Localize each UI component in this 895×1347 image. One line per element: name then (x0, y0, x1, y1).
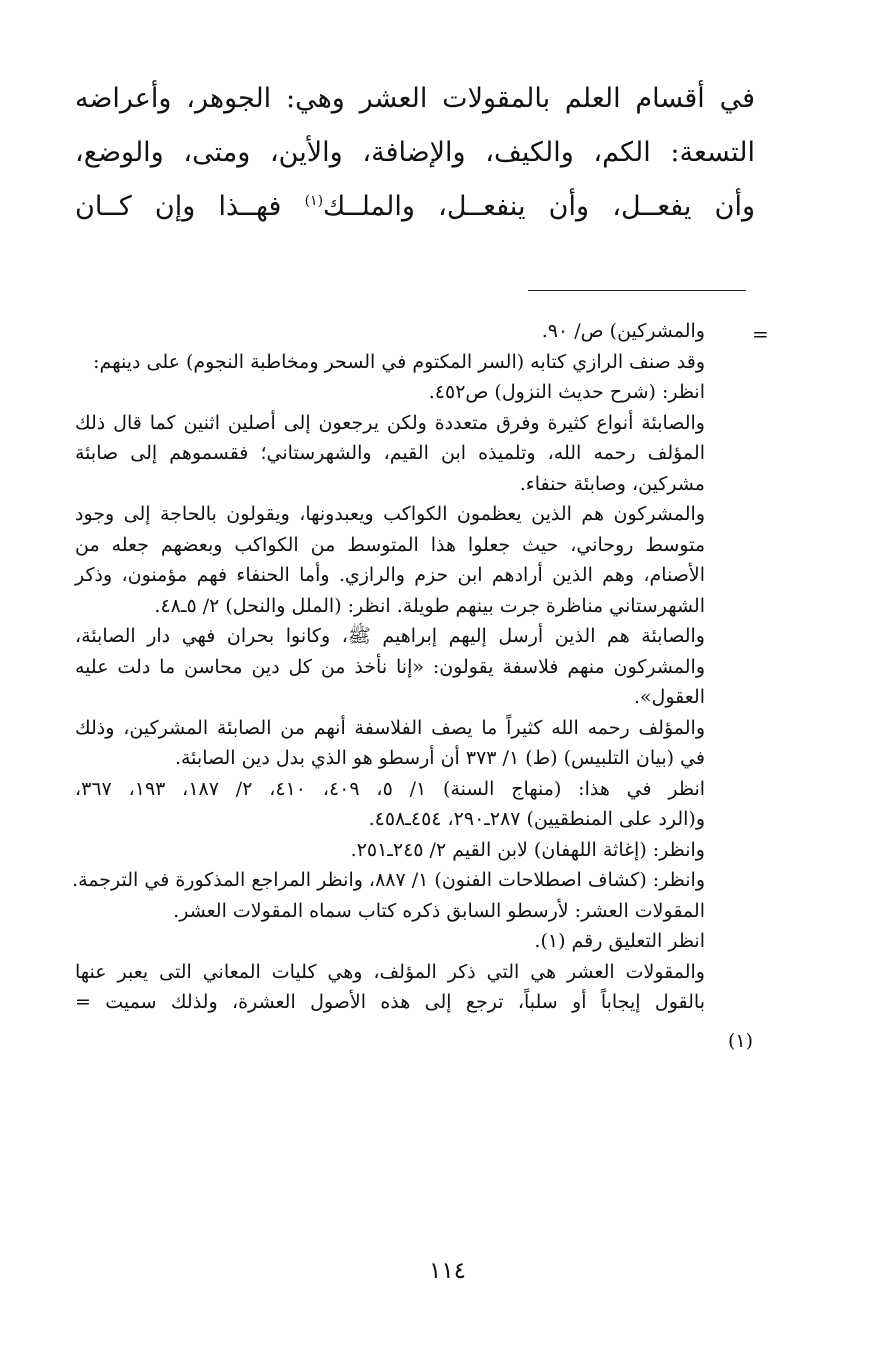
footnote-line: انظر: (شرح حديث النزول) ص٤٥٢. (428, 381, 705, 403)
footnote-line: و(الرد على المنطقيين) ٢٨٧ـ٢٩٠، ٤٥٤ـ٤٥٨. (368, 808, 705, 830)
footnote-separator (528, 290, 746, 291)
footnote-line: والمقولات العشر هي التي ذكر المؤلف، وهي كليات المعاني التى يعبر عنها (75, 960, 705, 983)
main-text (75, 72, 755, 234)
footnote-line: والمشركون منهم فلاسفة يقولون: «إنا نأخذ من كل دين محاسن ما دلت عليه (75, 655, 705, 678)
footnote-line: وانظر: (إغاثة اللهفان) لابن القيم ٢/ ٢٤٥ـ٢٥١. (350, 838, 705, 861)
footnote-line: والصابئة أنواع كثيرة وفرق متعددة ولكن يرجعون إلى أصلين اثنين كما قال ذلك (75, 411, 705, 434)
footnote-line: بالقول إيجاباً أو سلباً، ترجع إلى هذه الأصول العشرة، ولذلك سميت = (75, 991, 705, 1013)
footnote-line: وقد صنف الرازي كتابه (السر المكتوم في السحر ومخاطبة النجوم) على دينهم: (93, 350, 705, 373)
footnote-line: المؤلف رحمه الله، وتلميذه ابن القيم، والشهرستاني؛ فقسموهم إلى صابئة (75, 442, 705, 464)
footnote-line: العقول». (633, 686, 705, 708)
main-text-line: التسعة: الكم، والكيف، والإضافة، والأين، ومتى، والوضع، (75, 137, 755, 168)
footnote-line: والمشركون هم الذين يعظمون الكواكب ويعبدونها، ويقولون بالحاجة إلى وجود (75, 503, 705, 525)
footnote-line: الأصنام، وهم الذين أرادهم ابن حزم والرازي. وأما الحنفاء فهم مؤمنون، وذكر (75, 564, 705, 586)
footnote-line: والصابئة هم الذين أرسل إليهم إبراهيم ﷺ، وكانوا بحران فهي دار الصابئة، (75, 625, 705, 647)
main-text-line (75, 180, 755, 234)
footnote-line: انظر التعليق رقم (١). (534, 930, 705, 952)
footnote-line: والمشركين) ص/ ٩٠. (541, 320, 705, 342)
footnote-line: المقولات العشر: لأرسطو السابق ذكره كتاب سماه المقولات العشر. (173, 899, 705, 922)
page-number: ١١٤ (428, 1258, 467, 1284)
footnote-line: الشهرستاني مناظرة جرت بينهم طويلة. انظر: (الملل والنحل) ٢/ ٥ـ٤٨. (154, 594, 705, 617)
footnote-line: في (بيان التلبيس) (ط) ١/ ٣٧٣ أن أرسطو هو الذي بدل دين الصابئة. (174, 747, 705, 769)
main-text-fragment: وأن يفعــل، وأن ينفعــل، والملــك (323, 191, 756, 222)
main-text-fragment: فهــذا وإن كــان (75, 191, 282, 222)
footnote-continuation-marker: = (752, 322, 769, 346)
footnote-line: وانظر: (كشاف اصطلاحات الفنون) ١/ ٨٨٧، وانظر المراجع المذكورة في الترجمة. (72, 869, 705, 891)
footnote-line: انظر في هذا: (منهاج السنة) ١/ ٥، ٤٠٩، ٤١٠، ٢/ ١٨٧، ١٩٣، ٣٦٧، (75, 777, 706, 800)
footnotes (72, 316, 706, 1018)
footnote-reference: (١) (304, 193, 324, 209)
footnote-line: والمؤلف رحمه الله كثيراً ما يصف الفلاسفة أنهم من الصابئة المشركين، وذلك (75, 716, 705, 739)
main-text-line: في أقسام العلم بالمقولات العشر وهي: الجوهر، وأعراضه (75, 83, 755, 114)
footnote-line: مشركين، وصابئة حنفاء. (519, 472, 705, 495)
footnote-line: متوسط روحاني، حيث جعلوا هذا المتوسط من الكواكب وبعضهم جعله من (75, 533, 705, 556)
footnote-number: (١) (728, 1030, 754, 1052)
